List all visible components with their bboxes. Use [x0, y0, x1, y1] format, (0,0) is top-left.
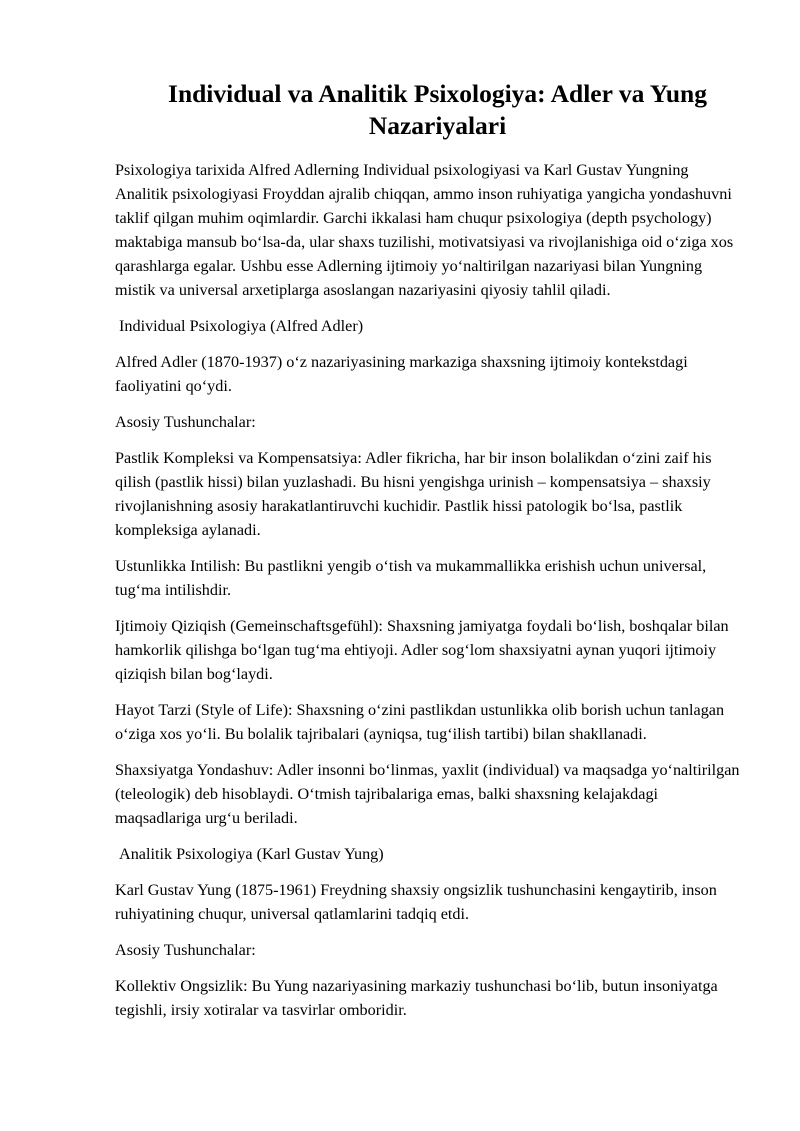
subheading-key-concepts: Asosiy Tushunchalar:	[115, 413, 256, 431]
subheading-key-concepts-jung: Asosiy Tushunchalar:	[115, 941, 256, 959]
paragraph-inferiority-complex: Pastlik Kompleksi va Kompensatsiya: Adler fikricha, har bir inson bolalikdan o‘zini zaif his qilish (pastlik hissi) bilan yuzlashadi. Bu hisni yengishga urinish – kompensatsiya – shaxsiy rivojlanishning asosiy harakatlantiruvchi kuchidir. Pastlik hissi patologik bo‘lsa, pastlik kompleksiga aylanadi.	[115, 449, 712, 539]
section-heading-adler: Individual Psixologiya (Alfred Adler)	[119, 317, 364, 335]
paragraph-approach-to-personality: Shaxsiyatga Yondashuv: Adler insonni bo‘linmas, yaxlit (individual) va maqsadga yo‘naltirilgan (teleologik) deb hisoblaydi. O‘tmish tajribalariga emas, balki shaxsning kelajakdagi maqsadlariga urg‘u beriladi.	[115, 761, 740, 827]
paragraph-style-of-life: Hayot Tarzi (Style of Life): Shaxsning o‘zini pastlikdan ustunlikka olib borish uchun tanlagan o‘ziga xos yo‘li. Bu bolalik tajribalari (ayniqsa, tug‘ilish tartibi) bilan shakllanadi.	[115, 701, 725, 743]
paragraph-collective-unconscious: Kollektiv Ongsizlik: Bu Yung nazariyasining markaziy tushunchasi bo‘lib, butun insoniyatga tegishli, irsiy xotiralar va tasvirlar omboridir.	[115, 977, 718, 1019]
paragraph-striving-superiority: Ustunlikka Intilish: Bu pastlikni yengib o‘tish va mukammallikka erishish uchun universal, tug‘ma intilishdir.	[115, 557, 707, 599]
jung-intro-paragraph: Karl Gustav Yung (1875-1961) Freydning shaxsiy ongsizlik tushunchasini kengaytirib, inson ruhiyatining chuqur, universal qatlamlarini tadqiq etdi.	[115, 881, 717, 923]
intro-paragraph: Psixologiya tarixida Alfred Adlerning Individual psixologiyasi va Karl Gustav Yungning Analitik psixologiyasi Froyddan ajralib chiqqan, ammo inson ruhiyatiga yangicha yondashuvni taklif qilgan muhim oqimlardir. Garchi ikkalasi ham chuqur psixologiya (depth psychology) maktabiga mansub bo‘lsa-da, ular shaxs tuzilishi, motivatsiyasi va rivojlanishiga oid o‘ziga xos qarashlarga egalar. Ushbu esse Adlerning ijtimoiy yo‘naltirilgan nazariyasi bilan Yungning mistik va universal arxetiplarga asoslangan nazariyasini qiyosiy tahlil qiladi.	[115, 161, 734, 299]
paragraph-social-interest: Ijtimoiy Qiziqish (Gemeinschaftsgefühl): Shaxsning jamiyatga foydali bo‘lish, boshqalar bilan hamkorlik qilishga bo‘lgan tug‘ma ehtiyoji. Adler sog‘lom shaxsiyatni aynan yuqori ijtimoiy qiziqish bilan bog‘laydi.	[115, 617, 729, 683]
adler-intro-paragraph: Alfred Adler (1870-1937) o‘z nazariyasining markaziga shaxsning ijtimoiy kontekstdagi faoliyatini qo‘ydi.	[115, 353, 688, 395]
document-title: Individual va Analitik Psixologiya: Adler va Yung Nazariyalari	[168, 79, 707, 140]
section-heading-jung: Analitik Psixologiya (Karl Gustav Yung)	[119, 845, 384, 863]
